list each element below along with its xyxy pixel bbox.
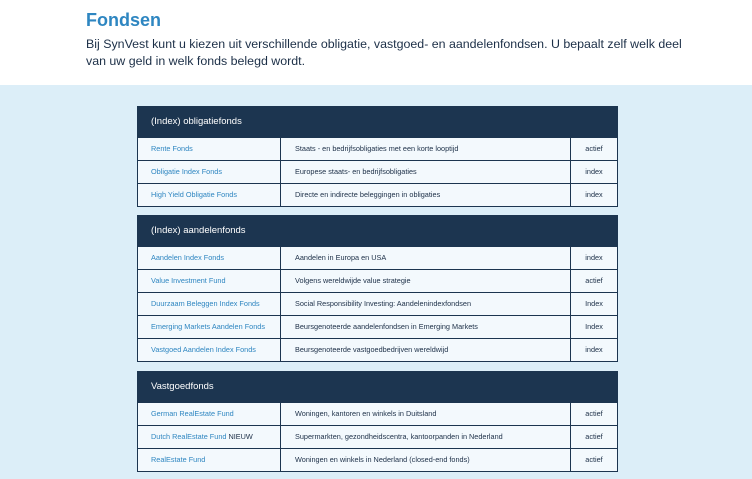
fund-type: actief <box>585 276 603 285</box>
fund-link[interactable]: Duurzaam Beleggen Index Fonds <box>151 299 260 308</box>
table-row <box>138 448 617 471</box>
fund-link[interactable]: High Yield Obligatie Fonds <box>151 190 237 199</box>
fund-description: Beursgenoteerde aandelenfondsen in Emerging Markets <box>281 316 571 338</box>
fund-type: actief <box>585 144 603 153</box>
page-title: Fondsen <box>86 10 161 30</box>
fund-description: Supermarkten, gezondheidscentra, kantoorpanden in Nederland <box>281 426 571 448</box>
funds-table-bonds <box>137 106 618 207</box>
fund-description: Directe en indirecte beleggingen in obligaties <box>281 184 571 206</box>
table-row <box>138 292 617 315</box>
fund-type: actief <box>585 455 603 464</box>
table-row <box>138 246 617 269</box>
fund-type: actief <box>585 409 603 418</box>
table-row <box>138 137 617 160</box>
new-badge: NIEUW <box>228 432 253 441</box>
fund-description: Beursgenoteerde vastgoedbedrijven wereldwijd <box>281 339 571 361</box>
table-row <box>138 338 617 361</box>
fund-link[interactable]: Value Investment Fund <box>151 276 226 285</box>
fund-description: Aandelen in Europa en USA <box>281 247 571 269</box>
table-row <box>138 183 617 206</box>
fund-description: Staats - en bedrijfsobligaties met een korte looptijd <box>281 138 571 160</box>
fund-type: index <box>585 167 603 176</box>
fund-link[interactable]: German RealEstate Fund <box>151 409 234 418</box>
table-row <box>138 315 617 338</box>
fund-link[interactable]: Dutch RealEstate Fund <box>151 432 227 441</box>
fund-type: index <box>585 253 603 262</box>
fund-link[interactable]: Obligatie Index Fonds <box>151 167 222 176</box>
fund-description: Volgens wereldwijde value strategie <box>281 270 571 292</box>
intro-section <box>0 0 752 85</box>
fund-link[interactable]: Aandelen Index Fonds <box>151 253 225 262</box>
intro-text: Bij SynVest kunt u kiezen uit verschillende obligatie, vastgoed- en aandelenfondsen. U bepaalt zelf welk deel van uw geld in welk fonds belegd wordt. <box>86 37 682 68</box>
table-heading: Vastgoedfonds <box>138 372 617 402</box>
fund-type: Index <box>585 299 603 308</box>
funds-table-realestate <box>137 371 618 472</box>
fund-type: actief <box>585 432 603 441</box>
table-row <box>138 269 617 292</box>
fund-link[interactable]: RealEstate Fund <box>151 455 206 464</box>
table-heading: (Index) aandelenfonds <box>138 216 617 246</box>
fund-description: Social Responsibility Investing: Aandelenindexfondsen <box>281 293 571 315</box>
fund-link[interactable]: Emerging Markets Aandelen Fonds <box>151 322 265 331</box>
table-heading: (Index) obligatiefonds <box>138 107 617 137</box>
table-row <box>138 402 617 425</box>
fund-description: Woningen en winkels in Nederland (closed-end fonds) <box>281 449 571 471</box>
fund-link[interactable]: Vastgoed Aandelen Index Fonds <box>151 345 256 354</box>
fund-description: Europese staats- en bedrijfsobligaties <box>281 161 571 183</box>
funds-table-equity <box>137 215 618 362</box>
fund-link[interactable]: Rente Fonds <box>151 144 193 153</box>
fund-description: Woningen, kantoren en winkels in Duitsland <box>281 403 571 425</box>
fund-type: index <box>585 345 603 354</box>
table-row <box>138 425 617 448</box>
fund-type: index <box>585 190 603 199</box>
fund-type: Index <box>585 322 603 331</box>
table-row <box>138 160 617 183</box>
